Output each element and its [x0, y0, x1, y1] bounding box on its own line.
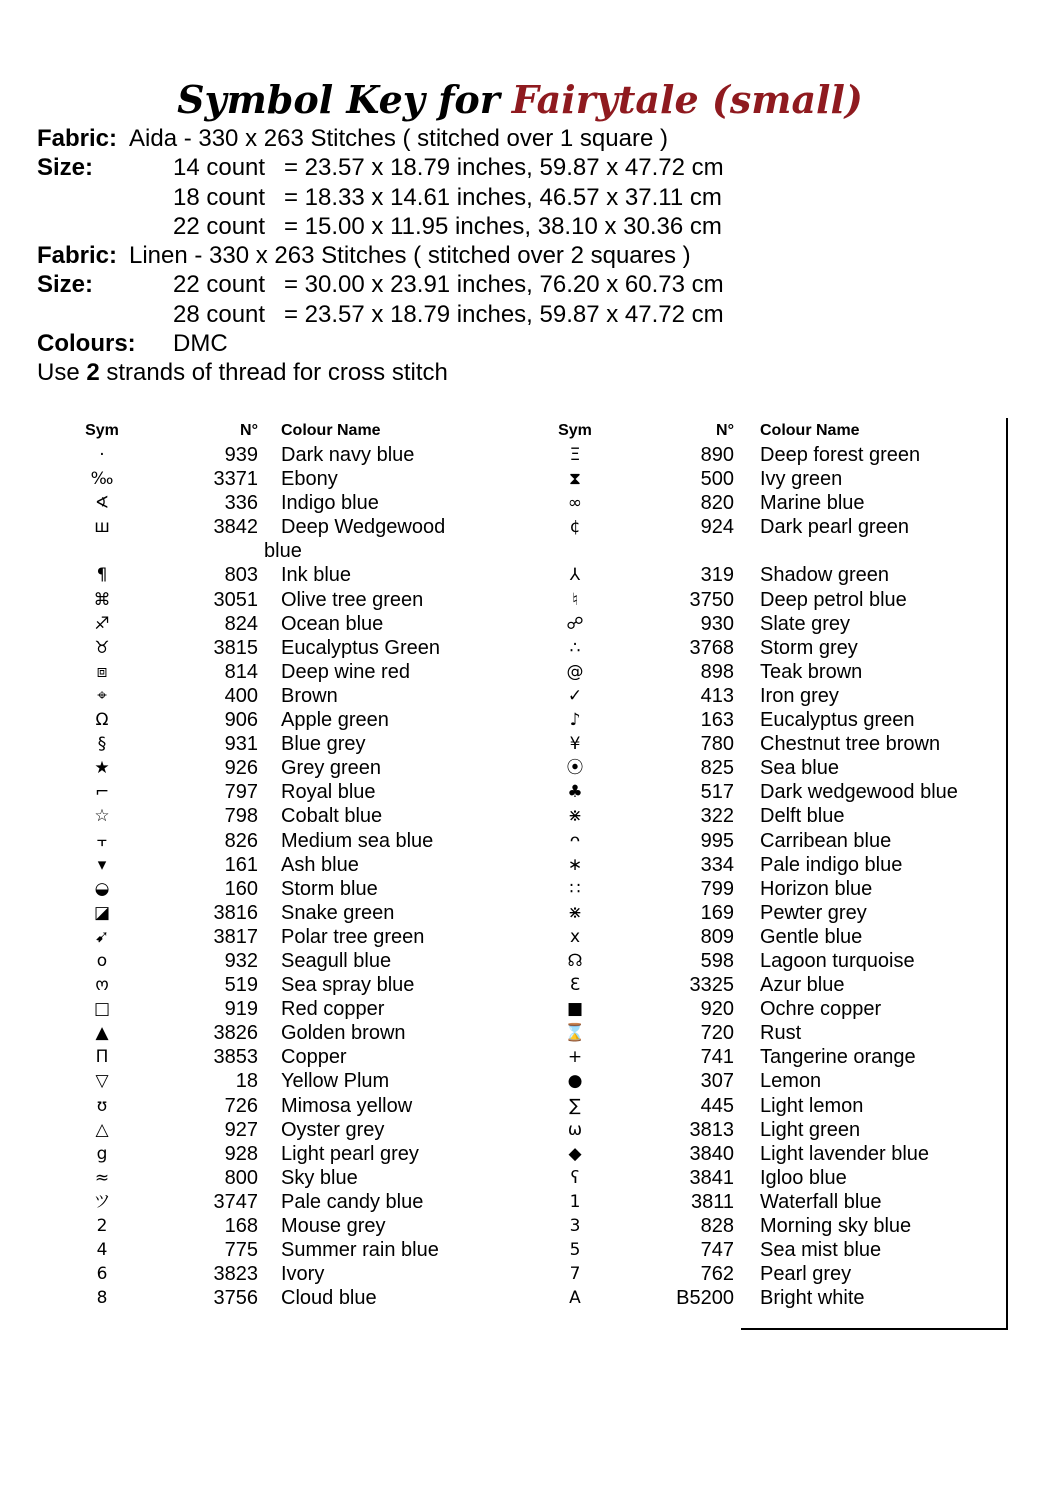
colour-number: 3371 — [213, 468, 258, 491]
colour-number: 825 — [700, 757, 734, 780]
colour-number: 3817 — [213, 925, 258, 948]
header-num: N° — [716, 422, 734, 439]
symbol-glyph: ◪ — [93, 902, 111, 923]
symbol-glyph: g — [96, 1143, 108, 1164]
symbol-glyph: · — [99, 445, 105, 465]
colour-number: 931 — [224, 733, 258, 756]
symbol-glyph: ♐ — [94, 613, 110, 634]
colour-name: Teak brown — [760, 660, 863, 683]
colour-number: 826 — [224, 829, 258, 852]
symbol-glyph: ⋇ — [567, 806, 583, 827]
colour-name: Light pearl grey — [281, 1142, 419, 1165]
colour-number: 3815 — [213, 636, 258, 659]
symbol-glyph: Ξ — [569, 445, 581, 465]
colour-number: 898 — [700, 660, 734, 683]
header-name: Colour Name — [760, 422, 860, 439]
symbol-glyph: Ɛ — [569, 975, 581, 996]
colour-name: Olive tree green — [281, 588, 424, 611]
colour-number: 3813 — [689, 1118, 734, 1141]
symbol-glyph: 8 — [96, 1288, 108, 1309]
colour-number: 803 — [224, 564, 258, 587]
colour-name: Horizon blue — [760, 877, 873, 900]
colour-number: 3842 — [213, 516, 258, 539]
symbol-glyph: ∗ — [567, 854, 583, 875]
aida-size-line — [37, 153, 724, 182]
colour-name: Mimosa yellow — [281, 1094, 413, 1117]
colour-number: 919 — [224, 998, 258, 1021]
colour-number: 519 — [224, 974, 258, 997]
colour-number: 890 — [700, 444, 734, 466]
colour-number: 161 — [224, 853, 258, 876]
size-dims: = 18.33 x 14.61 inches, 46.57 x 37.11 cm — [284, 183, 722, 211]
colour-number: 598 — [700, 949, 734, 972]
colour-number: 780 — [700, 733, 734, 756]
colour-number: 798 — [224, 805, 258, 828]
size-dims: = 23.57 x 18.79 inches, 59.87 x 47.72 cm — [284, 154, 724, 182]
colour-name: Dark navy blue — [281, 444, 415, 466]
colour-name: Morning sky blue — [760, 1215, 912, 1237]
header-sym: Sym — [85, 422, 119, 439]
colour-number: 924 — [700, 516, 734, 539]
symbol-glyph: + — [567, 1047, 583, 1068]
size-dims: = 15.00 x 11.95 inches, 38.10 x 30.36 cm — [284, 212, 722, 240]
symbol-glyph: 6 — [96, 1264, 108, 1285]
size-dims: = 30.00 x 23.91 inches, 76.20 x 60.73 cm — [284, 271, 724, 299]
colour-name: Sea spray blue — [281, 974, 415, 997]
colour-name: Indigo blue — [281, 492, 379, 515]
colour-name: Deep forest green — [760, 444, 921, 466]
linen-size-line — [37, 300, 724, 329]
symbol-glyph: A — [569, 1288, 581, 1309]
symbol-glyph: ● — [567, 1071, 583, 1092]
colour-name: Pale indigo blue — [760, 853, 903, 876]
colour-name: Waterfall blue — [760, 1190, 882, 1213]
colour-number: 168 — [224, 1215, 258, 1237]
symbol-glyph: ⫟ — [96, 830, 108, 851]
header-sym: Sym — [558, 422, 592, 439]
colour-name: Summer rain blue — [281, 1239, 439, 1262]
colour-number: 500 — [700, 468, 734, 491]
symbol-glyph: ш — [94, 517, 110, 538]
symbol-glyph: 2 — [96, 1216, 108, 1236]
colour-number: 3750 — [689, 588, 734, 611]
colour-name: Brown — [281, 684, 338, 707]
symbol-glyph: ♣ — [567, 782, 583, 803]
colour-name: Shadow green — [760, 564, 889, 587]
symbol-glyph: ▲ — [95, 1023, 109, 1044]
colour-name: Polar tree green — [281, 925, 425, 948]
symbol-glyph: 7 — [569, 1264, 581, 1285]
symbol-glyph: § — [97, 734, 107, 755]
title-prefix: Symbol Key for — [177, 77, 500, 122]
colours-value: DMC — [173, 330, 228, 358]
colour-number: 726 — [224, 1094, 258, 1117]
linen-line — [37, 241, 691, 270]
colour-name: Yellow Plum — [281, 1070, 390, 1093]
symbol-glyph: x — [569, 926, 581, 947]
colour-name: Lagoon turquoise — [760, 949, 915, 972]
colour-name: Medium sea blue — [281, 829, 434, 852]
colour-name: Pale candy blue — [281, 1190, 424, 1213]
colour-name: Ash blue — [281, 853, 359, 876]
colour-number: 322 — [700, 805, 734, 828]
symbol-glyph: ⦿ — [566, 758, 584, 779]
colour-number: 920 — [700, 998, 734, 1021]
colour-number: 163 — [700, 709, 734, 732]
symbol-glyph: ⌖ — [97, 685, 107, 706]
aida-size-line — [37, 183, 722, 212]
colour-number: 319 — [700, 564, 734, 587]
size-label: Size: — [37, 271, 94, 299]
colour-number: 939 — [224, 444, 258, 466]
colour-name: Eucalyptus green — [760, 709, 915, 732]
symbol-glyph: @ — [566, 661, 584, 682]
colour-name: Iron grey — [760, 684, 839, 707]
symbol-glyph: ツ — [93, 1191, 111, 1212]
symbol-glyph: ⌘ — [93, 589, 111, 610]
symbol-glyph: ო — [95, 975, 109, 996]
symbol-glyph: ⋇ — [567, 902, 583, 923]
colour-name: Cloud blue — [281, 1287, 377, 1310]
symbol-glyph: ☍ — [566, 613, 584, 634]
colour-name: Blue grey — [281, 733, 366, 756]
colour-number: 3811 — [690, 1190, 734, 1213]
linen-text: Linen - 330 x 263 Stitches ( stitched over 2 squares ) — [129, 242, 691, 270]
colour-name: Deep Wedgewood — [281, 516, 446, 539]
colour-name: Bright white — [760, 1287, 865, 1310]
colour-name: Apple green — [281, 709, 389, 732]
colour-name: Pearl grey — [760, 1263, 852, 1286]
colour-name: Delft blue — [760, 805, 845, 828]
colour-number: 445 — [700, 1094, 734, 1117]
symbol-glyph: ʊ — [96, 1095, 108, 1116]
symbol-glyph: □ — [93, 999, 111, 1020]
fabric-label: Fabric: — [37, 125, 118, 152]
symbol-glyph: ⌐ — [94, 782, 110, 803]
colour-number: 169 — [700, 901, 734, 924]
colour-number: 3768 — [689, 636, 734, 659]
colour-name: Deep petrol blue — [760, 588, 907, 611]
bottom-border-line — [741, 1328, 1008, 1330]
symbol-glyph: ¥ — [569, 734, 581, 755]
colour-name: Cobalt blue — [281, 805, 383, 828]
symbol-glyph: 1 — [569, 1191, 581, 1212]
size-count: 22 count — [173, 271, 266, 299]
symbol-glyph: ☊ — [567, 950, 583, 971]
header-num: N° — [240, 422, 258, 439]
colour-number: 800 — [224, 1166, 258, 1189]
page-title — [0, 76, 1040, 124]
colour-name: Oyster grey — [281, 1118, 385, 1141]
symbol-glyph: ⅄ — [569, 565, 581, 586]
strands-line — [37, 358, 448, 387]
colour-number: 828 — [700, 1215, 734, 1237]
colour-number: 824 — [224, 612, 258, 635]
colour-name: Light lemon — [760, 1094, 864, 1117]
colour-number: 809 — [700, 925, 734, 948]
colour-number: 927 — [224, 1118, 258, 1141]
colour-number: 797 — [224, 781, 258, 804]
colour-name: Slate grey — [760, 612, 851, 635]
symbol-glyph: ⌛ — [564, 1023, 586, 1044]
symbol-glyph: 5 — [569, 1240, 581, 1261]
size-label: Size: — [37, 154, 94, 182]
header-name: Colour Name — [281, 422, 381, 439]
symbol-glyph: ω — [567, 1119, 583, 1140]
colour-name: Azur blue — [760, 974, 845, 997]
colour-number: 720 — [700, 1022, 734, 1045]
size-count: 14 count — [173, 154, 266, 182]
colour-name: Dark wedgewood blue — [760, 781, 958, 804]
colour-number: 334 — [700, 853, 734, 876]
colour-number: 906 — [224, 709, 258, 732]
colour-name: Pewter grey — [760, 901, 867, 924]
symbol-glyph: ■ — [566, 999, 584, 1020]
colour-name: Tangerine orange — [760, 1046, 916, 1069]
strands-pre: Use — [37, 359, 87, 387]
fabric-label: Fabric: — [37, 242, 118, 270]
colour-name: Chestnut tree brown — [760, 733, 941, 756]
colour-number: 747 — [700, 1239, 734, 1262]
colour-name: Golden brown — [281, 1022, 406, 1045]
colour-name: Eucalyptus Green — [281, 636, 440, 659]
colour-name: Light green — [760, 1118, 861, 1141]
colours-line — [37, 329, 448, 358]
symbol-glyph: ◆ — [568, 1143, 582, 1164]
symbol-glyph: △ — [95, 1119, 109, 1140]
symbol-glyph: ♉ — [94, 637, 110, 658]
colour-name: Sea mist blue — [760, 1239, 882, 1262]
strands-post: strands of thread for cross stitch — [99, 359, 448, 387]
symbol-glyph: ∞ — [567, 493, 583, 514]
colour-name: Ivy green — [760, 468, 843, 491]
colour-name: Sea blue — [760, 757, 839, 780]
colour-name: Ocean blue — [281, 612, 384, 635]
symbol-glyph: ≈ — [94, 1167, 110, 1188]
colour-number: 400 — [224, 684, 258, 707]
colour-number: 336 — [224, 492, 258, 515]
size-count: 28 count — [173, 300, 266, 328]
symbol-glyph: ◒ — [94, 878, 110, 899]
colour-name: Red copper — [281, 998, 385, 1021]
symbol-glyph: ☆ — [94, 806, 110, 827]
symbol-glyph: ∷ — [569, 878, 581, 899]
symbol-glyph: 3 — [569, 1216, 581, 1236]
colour-number: 995 — [700, 829, 734, 852]
symbol-glyph: ▾ — [97, 854, 107, 875]
colour-name: Storm blue — [281, 877, 378, 900]
symbol-glyph: ∢ — [94, 493, 110, 514]
symbol-glyph: ♪ — [569, 710, 581, 731]
colour-number: 3747 — [213, 1190, 258, 1213]
colour-name: Mouse grey — [281, 1215, 386, 1237]
colour-number: 799 — [700, 877, 734, 900]
symbol-glyph: П — [95, 1047, 109, 1068]
colour-name: Snake green — [281, 901, 395, 924]
symbol-glyph: ⧗ — [569, 469, 581, 490]
symbol-glyph: ➹ — [94, 926, 110, 947]
colour-name: Ink blue — [281, 564, 352, 587]
colour-number: 741 — [700, 1046, 734, 1069]
colour-number: 3756 — [213, 1287, 258, 1310]
colour-number: 307 — [700, 1070, 734, 1093]
symbol-glyph: o — [96, 950, 108, 971]
colour-name: Dark pearl green — [760, 516, 909, 539]
colour-number: 3823 — [213, 1263, 258, 1286]
symbol-glyph: ∑ — [569, 1095, 581, 1116]
colour-name: Ivory — [281, 1263, 325, 1286]
symbol-glyph: ‰ — [90, 469, 114, 490]
colour-number: 814 — [224, 660, 258, 683]
symbol-glyph: Ω — [95, 710, 109, 731]
fabric-spec — [37, 124, 724, 388]
aida-line — [37, 124, 668, 153]
symbol-glyph: ∴ — [569, 637, 581, 658]
colour-name: Seagull blue — [281, 949, 392, 972]
symbol-glyph: ᴖ — [569, 830, 581, 851]
size-dims: = 23.57 x 18.79 inches, 59.87 x 47.72 cm — [284, 300, 724, 328]
colour-number: 3853 — [213, 1046, 258, 1069]
pattern-name: Fairytale (small) — [511, 77, 863, 122]
colour-name: Marine blue — [760, 492, 865, 515]
colour-number: 3816 — [213, 901, 258, 924]
symbol-glyph: ✓ — [567, 685, 583, 706]
symbol-glyph: ¢ — [569, 517, 581, 538]
symbol-glyph: ʕ — [570, 1167, 580, 1188]
colour-number: 3325 — [689, 974, 734, 997]
colour-number: 160 — [224, 877, 258, 900]
colour-name: Ochre copper — [760, 998, 882, 1021]
colour-number: 3826 — [213, 1022, 258, 1045]
colour-number: 18 — [235, 1070, 258, 1093]
colour-number: 775 — [224, 1239, 258, 1262]
aida-text: Aida - 330 x 263 Stitches ( stitched over 1 square ) — [129, 125, 668, 152]
colour-number: 762 — [700, 1263, 734, 1286]
colour-name: Carribean blue — [760, 829, 892, 852]
colour-name: Grey green — [281, 757, 382, 780]
symbol-glyph: 4 — [96, 1240, 108, 1261]
colour-number: 926 — [224, 757, 258, 780]
colour-name: Light lavender blue — [760, 1142, 930, 1165]
colour-number: 3840 — [689, 1142, 734, 1165]
colour-number: B5200 — [676, 1287, 734, 1310]
colour-name: Ebony — [281, 468, 338, 491]
colour-number: 932 — [224, 949, 258, 972]
colour-name-continuation: blue — [264, 540, 302, 563]
size-count: 18 count — [173, 183, 266, 211]
linen-size-line — [37, 270, 724, 299]
colour-number: 517 — [700, 781, 734, 804]
colour-number: 820 — [700, 492, 734, 515]
colour-number: 930 — [700, 612, 734, 635]
colour-name: Deep wine red — [281, 660, 410, 683]
colour-number: 413 — [700, 684, 734, 707]
colour-name: Lemon — [760, 1070, 822, 1093]
size-count: 22 count — [173, 212, 266, 240]
symbol-glyph: ♮ — [571, 589, 579, 610]
colours-label: Colours: — [37, 330, 136, 358]
aida-size-line — [37, 212, 722, 241]
colour-name: Gentle blue — [760, 925, 863, 948]
symbol-glyph: ★ — [94, 758, 110, 779]
colour-name: Copper — [281, 1046, 347, 1069]
symbol-glyph: ▽ — [95, 1071, 109, 1092]
colour-number: 3051 — [213, 588, 258, 611]
colour-number: 3841 — [689, 1166, 734, 1189]
colour-name: Sky blue — [281, 1166, 358, 1189]
symbol-glyph: ¶ — [96, 565, 108, 586]
strands-count: 2 — [86, 359, 100, 387]
right-border-line — [1006, 418, 1008, 1330]
colour-name: Igloo blue — [760, 1166, 847, 1189]
colour-name: Rust — [760, 1022, 802, 1045]
symbol-glyph: ⧈ — [96, 661, 108, 682]
colour-number: 928 — [224, 1142, 258, 1165]
colour-name: Royal blue — [281, 781, 376, 804]
colour-name: Storm grey — [760, 636, 858, 659]
